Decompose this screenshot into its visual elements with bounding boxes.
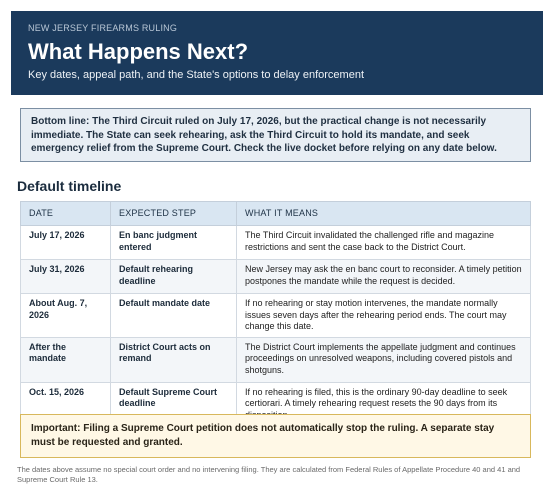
page-title: What Happens Next?: [28, 39, 249, 64]
page-subtitle: Key dates, appeal path, and the State's options to delay enforcement: [28, 69, 364, 81]
cell-meaning: The Third Circuit invalidated the challenged rifle and magazine restrictions and sent the case back to the District Court.: [237, 226, 531, 260]
cell-step: District Court acts on remand: [111, 337, 237, 382]
cell-step: En banc judgment entered: [111, 226, 237, 260]
header-banner: [11, 11, 543, 95]
important-callout: Important: Filing a Supreme Court petition does not automatically stop the ruling. A separate stay must be requested and granted.: [20, 414, 531, 458]
cell-step: Default rehearing deadline: [111, 260, 237, 294]
cell-step: Default mandate date: [111, 294, 237, 338]
cell-meaning: If no rehearing is filed, this is the ordinary 90-day deadline to seek certiorari. A timely rehearing request resets the 90 days from its: [237, 382, 531, 426]
table-row: [21, 260, 531, 294]
cell-date: After the mandate: [21, 337, 111, 382]
column-header-step: EXPECTED STEP: [111, 202, 237, 226]
footnote: The dates above assume no special court order and no intervening filing. They are calculated from Federal Rules of Appellate Procedure 40 and 41 and Supreme Court Rule 13.: [17, 465, 521, 484]
section-title: Default timeline: [17, 178, 122, 194]
header-kicker: NEW JERSEY FIREARMS RULING: [28, 23, 178, 33]
cell-meaning: The District Court implements the appellate judgment and continues proceedings on unresolved weapons, including covered pistols and shotguns.: [237, 337, 531, 382]
cell-step: Default Supreme Court deadline: [111, 382, 237, 426]
cell-date: July 31, 2026: [21, 260, 111, 294]
table-row: [21, 226, 531, 260]
column-header-meaning: WHAT IT MEANS: [237, 202, 531, 226]
column-header-date: DATE: [21, 202, 111, 226]
table-row: [21, 294, 531, 338]
bottom-line-callout: Bottom line: The Third Circuit ruled on July 17, 2026, but the practical change is not necessarily immediate. The State can seek rehearing, ask the Third Circuit to hold its mandate, and seek emergency relief from the Supreme Court. Check the live docket before relying on any date below.: [20, 108, 531, 162]
cell-date: July 17, 2026: [21, 226, 111, 260]
cell-meaning: If no rehearing or stay motion intervenes, the mandate normally issues seven days after the rehearing period ends. The court may change this date.: [237, 294, 531, 338]
timeline-table: [20, 201, 531, 426]
cell-date: About Aug. 7, 2026: [21, 294, 111, 338]
table-row: [21, 337, 531, 382]
cell-meaning: New Jersey may ask the en banc court to reconsider. A timely petition postpones the mandate while the request is decided.: [237, 260, 531, 294]
table-header-row: [21, 202, 531, 226]
cell-date: Oct. 15, 2026: [21, 382, 111, 426]
